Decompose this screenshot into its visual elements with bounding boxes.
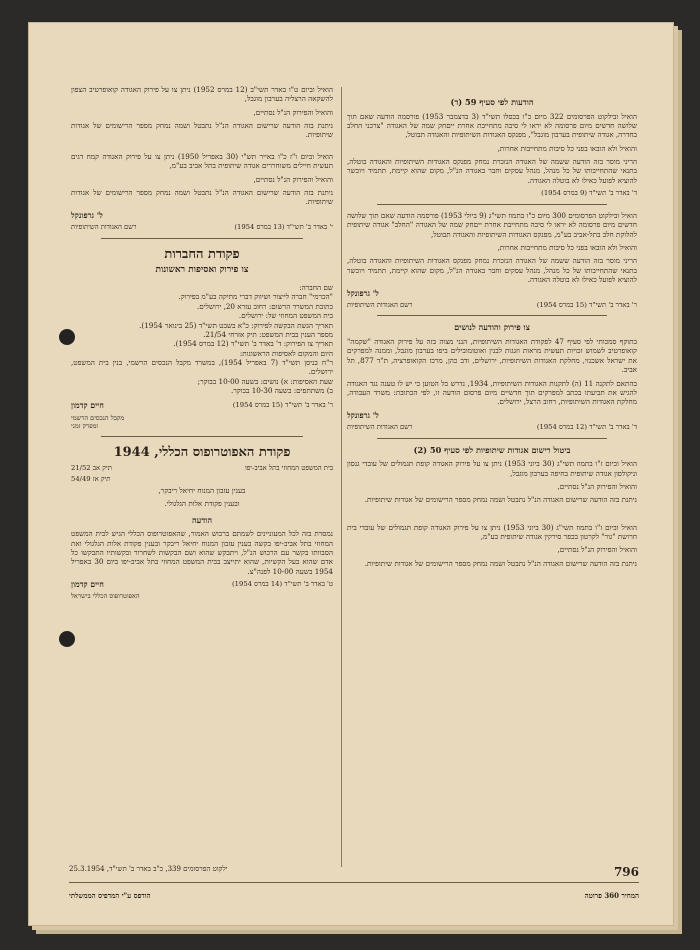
- court-name: בית המשפט המחוזי בתל אביב-יפו: [244, 464, 333, 473]
- divider-rule: [101, 238, 303, 239]
- section-heading: פקודת החברות: [164, 246, 240, 262]
- section-title: ביטול רישום אגודות שיתופיות לפי סעיף 50 (2): [413, 444, 571, 455]
- price-text: המחיר 360 פרוטה: [584, 891, 639, 900]
- date-line: [71, 223, 333, 232]
- divider-rule: [377, 438, 607, 439]
- left-column: [71, 85, 333, 607]
- court-line: [71, 464, 333, 473]
- paragraph: הואיל ובילקוט הפרסומים 322 מיום כ"ו בכסלו תשי"ד (3 בדצמבר 1953) פורסמה הודעה שאם תוך שלושה חדשים מיום פרסומה לא יראו לי סיבה מתחייבת אחרת ייםחק שמה של האגודה "צרכני החלב בחדרה, אגודה שיתופית בערבון מוגבל", מפנקס האגודות השיתופיות והאגודה תבוטל,: [347, 111, 637, 140]
- paragraph: והואיל והפירוק הנ"ל נסתיים,: [253, 174, 333, 184]
- paragraph: והואיל והפירוק הנ"ל נסתיים,: [557, 545, 637, 555]
- signatory-title: האפוטרופוס הכללי בישראל: [71, 592, 140, 601]
- date-text: י' באדר ב' תשי"ד (13 במרס 1954): [234, 222, 333, 231]
- paragraph: ניתנת בזה הודעה שרישום האגודה הנ"ל נתבטל ושמה נמחק מספר הרישומים של אגודות שיתופיות.: [71, 121, 333, 140]
- right-column: [347, 91, 637, 572]
- date-line: [71, 401, 333, 411]
- signatory-title-line: מקבל הנכסים הרשמי: [71, 413, 125, 422]
- page-imprint: [69, 891, 639, 900]
- signature: חיים קדמון: [71, 580, 104, 590]
- paragraph: והואיל והפירוק הנ"ל נסתיים,: [557, 481, 637, 491]
- paragraph: בענין עזבון המנוח יחיאל ריבקר,: [158, 485, 246, 495]
- date-line: [71, 580, 333, 590]
- detail-line: שעת האסיפות: א) נושים: בשעה 10-00 בבוקר;: [197, 376, 333, 386]
- paragraph: הואיל ובילקוט הפרסומים 300 מיום כ"ו בתמוז תשי"ג (9 ביולי 1953) פורסמה הודעה שאם תוך שלושה חדשים מיום פרסומה לא יראו לי סיבה מתחייבת אחרת ייםחק שמה של האגודה "החלב" אגודה שיתופית להלוקת חלב בתל-אביב בע"מ, מפנקס האגודות השיתופיות והאגודה תבוטל,: [347, 211, 638, 239]
- paragraph: ובענין פקודת אלות הגלגולי.: [164, 499, 240, 509]
- paragraph: הואיל וביום ט"ו באדר תשי"ב (12 במרס 1952) ניתן צו על פירוק האגודה קואופרטיב הצפון להשקאה הרצליה בערבון מוגבל,: [71, 85, 334, 104]
- printer-text: הודפס ע"י המדפיס הממשלתי: [69, 891, 151, 900]
- company-details: [71, 283, 333, 395]
- date-text: ר' באדר ב' תשי"ד (15 במרס 1954): [536, 300, 637, 309]
- paragraph: והואיל ולא הובאו בפני כל סיבות מתחייבות אחרות,: [497, 243, 637, 253]
- paragraph: ניתנת בזה הודעה שרישום האגודה הנ"ל נתבטל ושמה נמחק מספר הרישומים של אגודות שיתופיות.: [364, 558, 637, 568]
- detail-line: תאריך הגשת הבקשה לפירוק: כ"א בשבט תשי"ד (25 בינואר 1954).: [139, 320, 333, 330]
- paragraph: הואיל וביום ז"ו בתמוז תשי"ג (30 ביוני 1953) ניתן צו על פירוק האגודה קופת תגמולים של עובדי גנסון וניקולסון אגודה שיתופית בחיפה בערבון מוגבל,: [347, 459, 637, 478]
- signatory-title-line: ומפרק זמני: [71, 422, 99, 430]
- paragraph: ניתנת בזה הודעה שרישום האגודה הנ"ל נתבטל ושמה נמחק מספר הרישומים של אגודות שיתופיות.: [364, 495, 637, 505]
- detail-line: ב) משתתפים: בשעה 10-30 בבוקר.: [230, 386, 333, 396]
- section-heading: פקודת האפוטרופוס הכללי, 1944: [113, 445, 291, 461]
- signatory-title: רשם האגודות השיתופיות: [347, 300, 413, 309]
- detail-line: שם החברה:: [299, 283, 333, 293]
- section-subheading: צו פירוק ואסיפות ראשונות: [155, 265, 249, 276]
- date-line: [347, 423, 637, 432]
- divider-rule: [101, 436, 303, 437]
- notice-heading: הודעה: [191, 514, 213, 525]
- date-text: ט' באדר ב' תשי"ד (14 במרס 1954): [232, 580, 333, 589]
- paragraph: הואיל וביום ו"ז כ"ו באייר תש"י (30 באפריל 1950) ניתן צו על פירוק האגודה קמח דגים תעשית חיילים משוחררים אגודה שיתופית בתל אביב בע"מ,: [71, 151, 334, 171]
- date-line: [347, 301, 637, 310]
- paragraph: ניתנת בזה הודעה שרישום האגודה הנ"ל נתבטל ושמה נמחק מספר הרישומים של אגודות שיתופיות.: [71, 187, 333, 207]
- date-line: [347, 189, 637, 198]
- case-line: [71, 475, 333, 484]
- signature: ל' גרפונקל: [347, 410, 379, 420]
- case-number: תיק אז 54/49: [71, 475, 111, 484]
- case-number: תיק אב 21/52: [71, 464, 112, 473]
- detail-line: "הכרמי" חברה לייצור ושיווק דברי מתיקה בע"מ בפירוק.: [178, 292, 333, 302]
- punch-hole: [59, 631, 75, 647]
- paragraph: הריני מוסר בזה הודעה ששמה של האגודה הנזכרת נמחק מפנקס האגודות השיתופיות והאגודה בוטלה, בתנאי שהתחייבותו של כל מנהל, מנהל עסקים וחבר באגודה הנ"ל, מקום שהוא קיימת, תתמיד ויוכשר להוציא לפועל כאילו לא בוטלה האגודה.: [347, 256, 637, 285]
- paragraph: בתוקף סמכותי לפי סעיף 47 לפקודת האגודות השיתופיות, הנני מצוה בזה על פירוק האגודה "שקמה" קואופרטיב לשמוש זכויות תעשית מראות וזגגות לבנין ואוטומובילים ביפו בערבון מוגבל, וממנה למפרקים את ישראל אשכנזי, מחלקת האגודות השיתופיות, ירושלים, ודב כהן, מרכז הקואופרציה, ת"ד 877, תל אביב.: [347, 337, 637, 375]
- divider-rule: [377, 204, 607, 205]
- paragraph: נמסרת בזה לכל המעוניינים לשמתם ברכוש האמור, שהאפוטרופוס הכללי הגיש לבית המשפט המחוזי בתל אביב-יפו בקשה בענין עזבון המנוח יחיאל ריבקר ובענין פקודת אלות הגלגולי ואת הסבוותו בקשר עם הרכוש הנ"ל, ויתבקש שהוא ושם הבקשות לשחרור ובקשותיו התבקשו כל אדם שהוא בעל הקשיות, שהוא יתייצב בבית המשפט המחוזי בתל אביב-יפו ביום 30 באפריל 1954 בשעה 10-00 לפנה"צ.: [71, 529, 333, 576]
- date-text: ד' באדר ב' תשי"ד (9 במרס 1954): [541, 189, 637, 198]
- publication-line: ילקוט הפרסומים 339, כ"ב באדר ב' תשי"ד, 25.3.1954: [69, 865, 228, 873]
- page-footer: [69, 865, 639, 883]
- signature: ל' גרפונקל: [347, 288, 379, 298]
- detail-line: בית המשפט המחוזי של: ירושלים.: [238, 311, 333, 321]
- detail-line: ר"ח בניסן תשי"ד (7 באפריל 1954), במשרד מקבל הנכסים הרשמי, בנין בית המשפט, ירושלים.: [71, 358, 333, 377]
- section-title: צו פירוק והודעה לנושים: [454, 322, 530, 333]
- column-divider: [341, 87, 342, 867]
- signatory-title: רשם האגודות השיתופיות: [71, 222, 137, 231]
- page-number: 796: [613, 865, 639, 879]
- section-title: הודעות לפי סעיף 59 (ד): [450, 97, 534, 107]
- paragraph: הואיל וביום ז"ו בתמוז תשי"ג (30 ביוני 1953) ניתן צו על פירוק האגודה קופת תגמולים של עובדי בית חרושת "גור" לקרטון בכפר סירקין אגודה שיתופית בע"מ,: [347, 522, 637, 542]
- paragraph: הריני מוסר בזה הודעה ששמה של האגודה הנזכרת נמחק מפנקס האגודות השיתופיות והאגודה בוטלה, בתנאי שהתחייבותו של כל מנהל, מנהל עסקים וחבר באגודה הנ"ל, מקום שהוא קיימת, תתמיד ויוכשר להוציא לפועל כאילו לא בוטלה האגודה.: [347, 157, 637, 185]
- detail-line: מספר הענין בבית המשפט: תיק אזרחי 21/54.: [203, 329, 333, 339]
- signature: ל' גרפונקל: [71, 210, 103, 220]
- paragraph: והואיל והפירוק הנ"ל נסתיים,: [253, 107, 333, 117]
- detail-line: תאריך צו הפירוק: ד' באדר ב' תשי"ד (12 במרס 1954).: [173, 339, 333, 349]
- detail-line: היום והמקום לאסיפות הראשונות:: [239, 348, 333, 358]
- document-page: [28, 22, 674, 926]
- divider-rule: [377, 315, 607, 316]
- signatory-title: רשם האגודות השיתופיות: [347, 422, 413, 431]
- paragraph: והואיל ולא הובאו בפני כל סיבות מתחייבות אחרות,: [497, 143, 637, 153]
- date-text: ר' באדר ב' תשי"ד (15 במרס 1954): [232, 401, 333, 410]
- signature: חיים קדמון: [71, 401, 104, 411]
- paragraph: בהתאם לתקנה 11 (ה) לתקנות האגודות השיתופיות, 1934, נדרש כל הטוען כי יש לו טענה נגד האגודה להגיש את תביעתו בכתב למפרקים תוך חדשיים מיום פרסום הודעה זו, לפי הכתובת: משרד העבודה, מחלקת האגודות השיתופיות, רחוב הרצל, ירושלים.: [347, 378, 637, 407]
- date-text: ד' באדר ב' תשי"ד (12 במרס 1954): [536, 422, 637, 431]
- signatory-title: [71, 414, 333, 431]
- detail-line: כתובת המשרד הרשום: רחוב עזרא 20, ירושלים.: [196, 301, 333, 311]
